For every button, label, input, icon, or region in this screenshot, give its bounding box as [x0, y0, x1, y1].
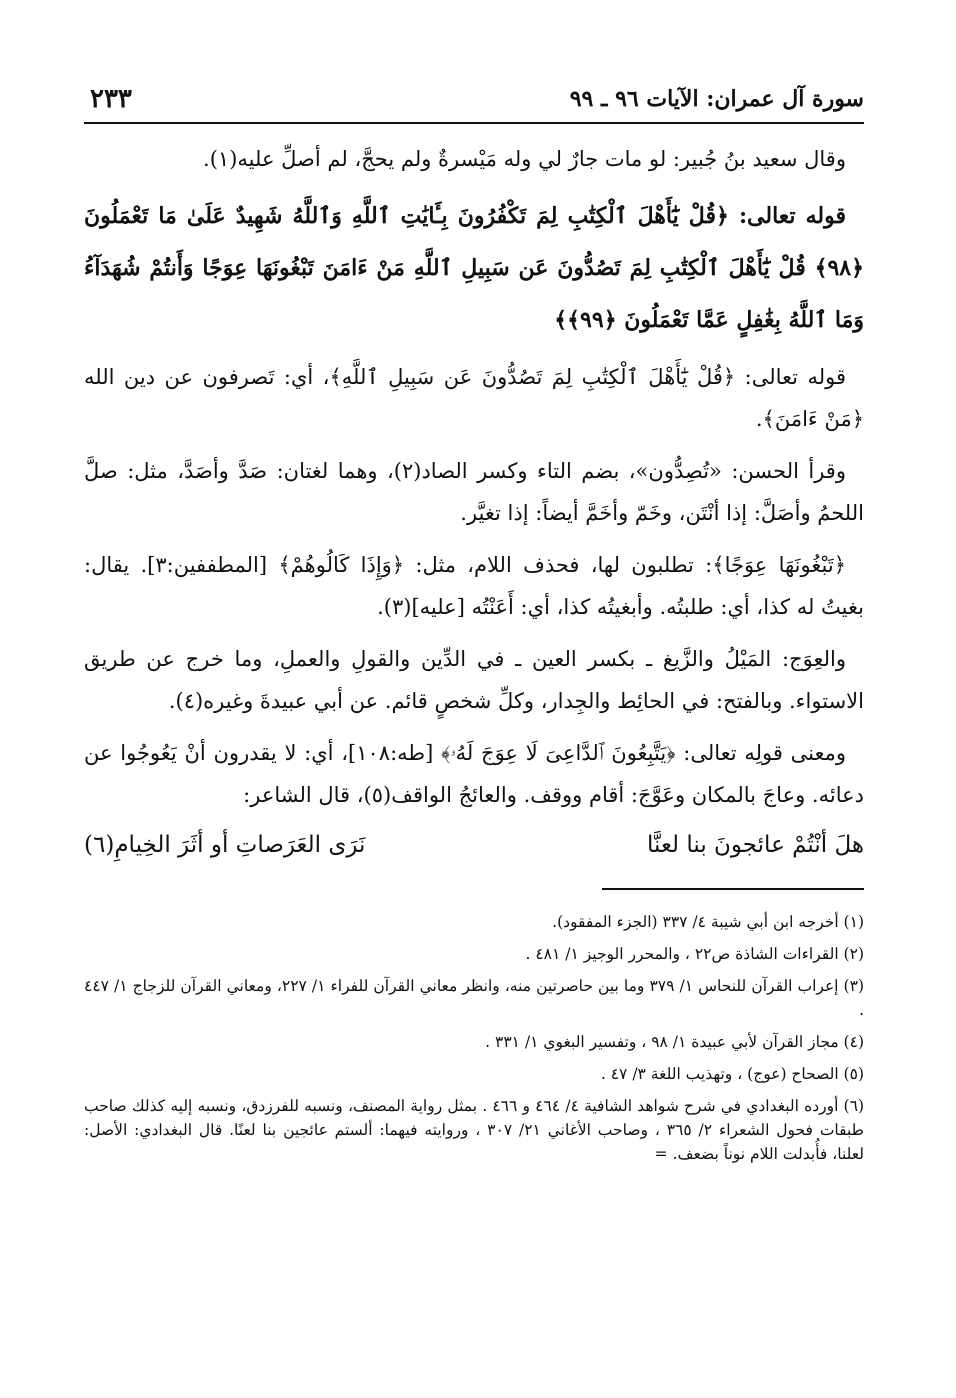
poem-second-hemistich: نَرَى العَرَصاتِ أو أثَرَ الخِيامِ(٦) — [84, 832, 366, 858]
footnote: (٤) مجاز القرآن لأبي عبيدة ١/ ٩٨ ، وتفسير البغوي ١/ ٣٣١ . — [485, 1033, 864, 1051]
footnotes — [84, 910, 864, 1166]
paragraph: والعِوَج: المَيْلُ والزَّيغ ـ بكسر العين ـ في الدِّين والقولِ والعملِ، وما خرج عن طريق الاستواء. وبالفتح: في الحائِط والجِدار، وكلِّ شخصٍ قائم. عن أبي عبيدةَ وغيره(٤). — [84, 647, 864, 713]
page-header — [84, 82, 864, 124]
paragraph: ﴿تَبْغُونَهَا عِوَجًا﴾: تطلبون لها، فحذف اللام، مثل: ﴿وَإِذَا كَالُوهُمْ﴾ [المطففين:٣]. يقال: بغيتُ له كذا، أي: طلبتُه. وأبغيتُه كذا، أي: أَعَنْتُه [عليه](٣). — [84, 553, 864, 619]
quran-verse-paragraph: قوله تعالى: ﴿قُلْ يَٰٓأَهْلَ ٱلْكِتَٰبِ لِمَ تَكْفُرُونَ بِـَٔايَٰتِ ٱللَّهِ وَٱللَّهُ شَهِيدٌ عَلَىٰ مَا تَعْمَلُونَ ﴿٩٨﴾ قُلْ يَٰٓأَهْلَ ٱلْكِتَٰبِ لِمَ تَصُدُّونَ عَن سَبِيلِ ٱللَّهِ مَنْ ءَامَنَ تَبْغُونَهَا عِوَجًا وَأَنتُمْ شُهَدَآءُ وَمَا ٱللَّهُ بِغَٰفِلٍ عَمَّا تَعْمَلُونَ ﴿٩٩﴾﴾ — [84, 203, 864, 333]
paragraph: وقرأ الحسن: «تُصِدُّون»، بضم التاء وكسر الصاد(٢)، وهما لغتان: صَدَّ وأصَدَّ، مثل: صلَّ اللحمُ وأصَلَّ: إذا أنْتَن، وخَمّ وأخَمَّ أيضاً: إذا تغيَّر. — [84, 459, 864, 525]
poem-verse — [84, 826, 864, 876]
main-text — [84, 138, 864, 876]
footnote-separator — [602, 888, 864, 890]
footnote: (٢) القراءات الشاذة ص٢٢ ، والمحرر الوجيز ١/ ٤٨١ . — [525, 945, 864, 963]
paragraph: قوله تعالى: ﴿قُلْ يَٰٓأَهْلَ ٱلْكِتَٰبِ لِمَ تَصُدُّونَ عَن سَبِيلِ ٱللَّهِ﴾، أي: تَصرفون عن دين الله ﴿مَنْ ءَامَنَ﴾. — [84, 365, 864, 431]
paragraph: ومعنى قولِه تعالى: ﴿يَتَّبِعُونَ ٱلدَّاعِىَ لَا عِوَجَ لَهُۥ﴾ [طه:١٠٨]، أي: لا يقدرون أنْ يَعُوجُوا عن دعائه. وعاجَ بالمكان وعَوَّجَ: أقام ووقف. والعائجُ الواقف(٥)، قال الشاعر: — [84, 741, 864, 807]
footnote: (٥) الصحاح (عوج) ، وتهذيب اللغة ٣/ ٤٧ . — [600, 1065, 864, 1083]
poem-first-hemistich: هلَ أنْتُمْ عائجونَ بنا لعنَّا — [647, 832, 864, 858]
footnote: (٣) إعراب القرآن للنحاس ١/ ٣٧٩ وما بين حاصرتين منه، وانظر معاني القرآن للفراء ١/ ٢٢٧، ومعاني القرآن للزجاج ١/ ٤٤٧ . — [84, 977, 864, 1019]
running-title: سورة آل عمران: الآيات ٩٦ ـ ٩٩ — [569, 86, 864, 112]
page-number: ٢٣٣ — [90, 84, 132, 114]
footnote: (٦) أورده البغدادي في شرح شواهد الشافية ٤/ ٤٦٤ و ٤٦٦ . بمثل رواية المصنف، ونسبه للفرزدق، ونسبه إليه كذلك صاحب طبقات فحول الشعراء ٢/ ٣٦٥ ، وصاحب الأغاني ٢١/ ٣٠٧ ، وروايته فيهما: ألستم عائجين بنا لعنًا. قال البغدادي: الأصل: لعلنا، فأُبدلت اللام نوناً بضعف. = — [84, 1097, 864, 1163]
paragraph: وقال سعيد بنُ جُبير: لو مات جارٌ لي وله مَيْسرةٌ ولم يحجَّ، لم أصلِّ عليه(١). — [203, 147, 846, 171]
footnote: (١) أخرجه ابن أبي شيبة ٤/ ٣٣٧ (الجزء المفقود). — [552, 913, 864, 931]
